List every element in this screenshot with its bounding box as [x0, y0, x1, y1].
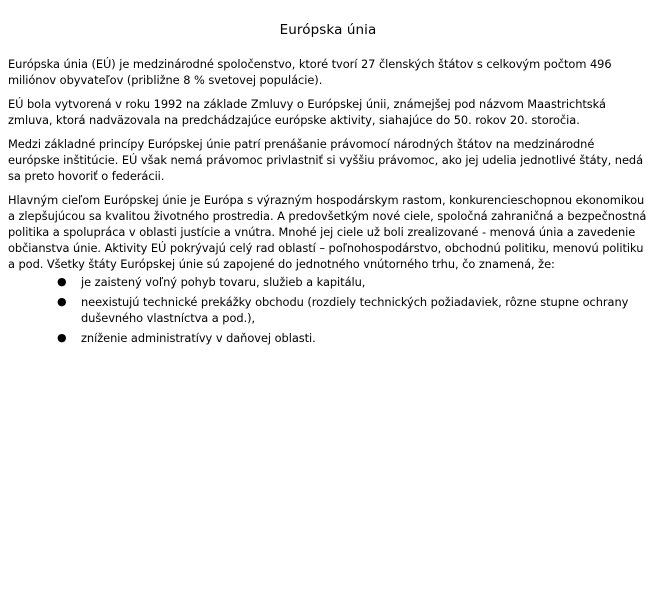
document-body: [8, 22, 648, 350]
page-title: Európska únia: [279, 22, 377, 38]
bullet-icon: ●: [57, 275, 67, 288]
list-item-text: neexistujú technické prekážky obchodu (rozdiely technických požiadaviek, rôzne stupne ochrany duševného vlastníctva a pod.),: [81, 295, 629, 325]
bullet-icon: ●: [57, 331, 67, 344]
paragraph-goals: Hlavným cieľom Európskej únie je Európa s výrazným hospodárskym rastom, konkurencieschopnou ekonomikou a zlepšujúcou sa kvalitou životného prostredia. A predovšetkým nové ciele, spoločná zahraničná a bezpečnostná politika a spolupráca v oblasti justície a vnútra. Mnohé jej ciele už boli zrealizované - menová únia a zavedenie občianstva únie. Aktivity EÚ pokrývajú celý rad oblastí – poľnohospodárstvo, obchodnú politiku, menovú politiku a pod. Všetky štáty Európskej únie sú zapojené do jednotného vnútorného trhu, čo znamená, že:: [8, 193, 647, 271]
list-item: [8, 330, 648, 346]
list-item: [8, 274, 648, 290]
paragraph-principles: Medzi základné princípy Európskej únie patrí prenášanie právomocí národných štátov na medzinárodné európske inštitúcie. EÚ však nemá právomoc privlastniť si vyššiu právomoc, ako jej udelia jednotlivé štáty, nedá sa preto hovoriť o federácii.: [8, 137, 644, 183]
paragraph-history: EÚ bola vytvorená v roku 1992 na základe Zmluvy o Európskej únii, známejšej pod názvom Maastrichtská zmluva, ktorá nadväzovala na predchádzajúce európske aktivity, siahajúce do 50. rokov 20. storočia.: [8, 97, 606, 127]
bullet-list: [8, 274, 648, 346]
paragraph-intro: Európska únia (EÚ) je medzinárodné spoločenstvo, ktoré tvorí 27 členských štátov s celkovým počtom 496 miliónov obyvateľov (približne 8 % svetovej populácie).: [8, 57, 612, 87]
list-item-text: zníženie administratívy v daňovej oblasti.: [81, 331, 316, 345]
bullet-icon: ●: [57, 295, 67, 308]
list-item: [8, 294, 648, 326]
list-item-text: je zaistený voľný pohyb tovaru, služieb a kapitálu,: [81, 275, 366, 289]
